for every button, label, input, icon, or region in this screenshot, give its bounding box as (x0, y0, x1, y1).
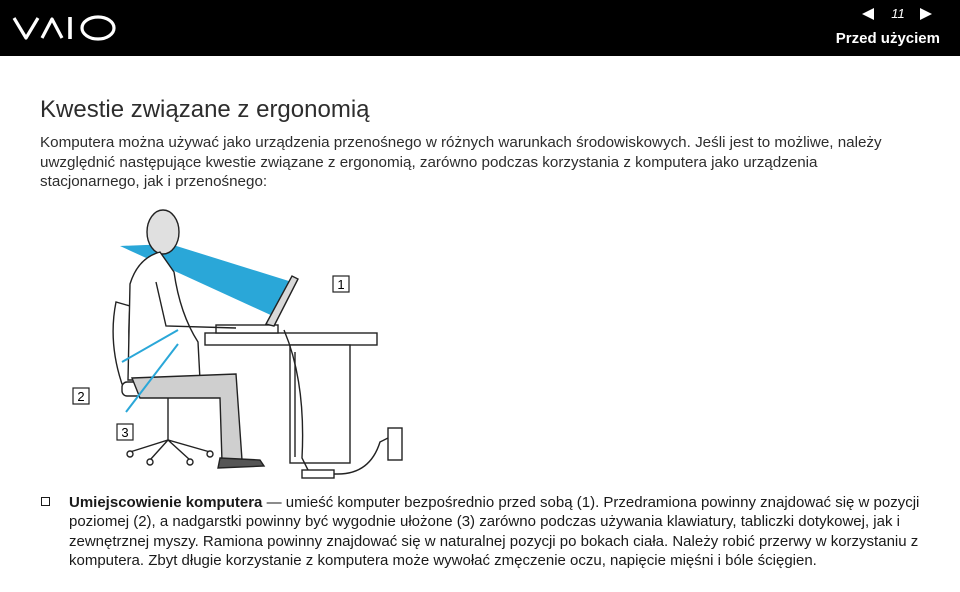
page-header (0, 0, 960, 56)
previous-page-icon[interactable] (862, 8, 874, 20)
callout-1 (333, 276, 349, 292)
bullet-separator: — (262, 494, 286, 511)
bullet-item (69, 493, 929, 571)
callout-3 (117, 424, 133, 440)
bullet-term: Umiejscowienie komputera (69, 494, 263, 511)
svg-text:3: 3 (121, 425, 129, 440)
page-number: 11 (891, 6, 905, 21)
bullet-checkbox-icon (41, 497, 50, 506)
bullet-description: umieść komputer bezpośrednio przed sobą (1). Przedramiona powinny znajdować się w pozycji poziomej (2), a nadgarstki powinny być wygodnie ułożone (3) zarówno podczas używania klawiatury, tabliczki dotykowej, jak i zewnętrznej myszy. Ramiona powinny znajdować się w naturalnej pozycji po bokach ciała. Należy robić przerwy w korzystaniu z komputera. Zbyt długie korzystanie z komputera może wywołać zmęczenie oczu, napięcie mięśni i bóle ścięgien. (69, 494, 920, 570)
page-navigation (820, 6, 940, 24)
vaio-logo (12, 13, 124, 43)
next-page-icon[interactable] (920, 8, 932, 20)
ergonomics-illustration (70, 202, 410, 482)
svg-text:2: 2 (77, 389, 85, 404)
callout-2 (73, 388, 89, 404)
intro-paragraph: Komputera można używać jako urządzenia przenośnego w różnych warunkach środowiskowych. Jeśli jest to możliwe, należy uwzględnić następujące kwestie związane z ergonomią, zarówno podczas korzystania z komputera jako urządzenia stacjonarnego, jak i przenośnego: (40, 134, 882, 190)
page-title: Kwestie związane z ergonomią (40, 96, 370, 123)
svg-text:1: 1 (337, 277, 345, 292)
section-title: Przed użyciem (835, 30, 940, 47)
